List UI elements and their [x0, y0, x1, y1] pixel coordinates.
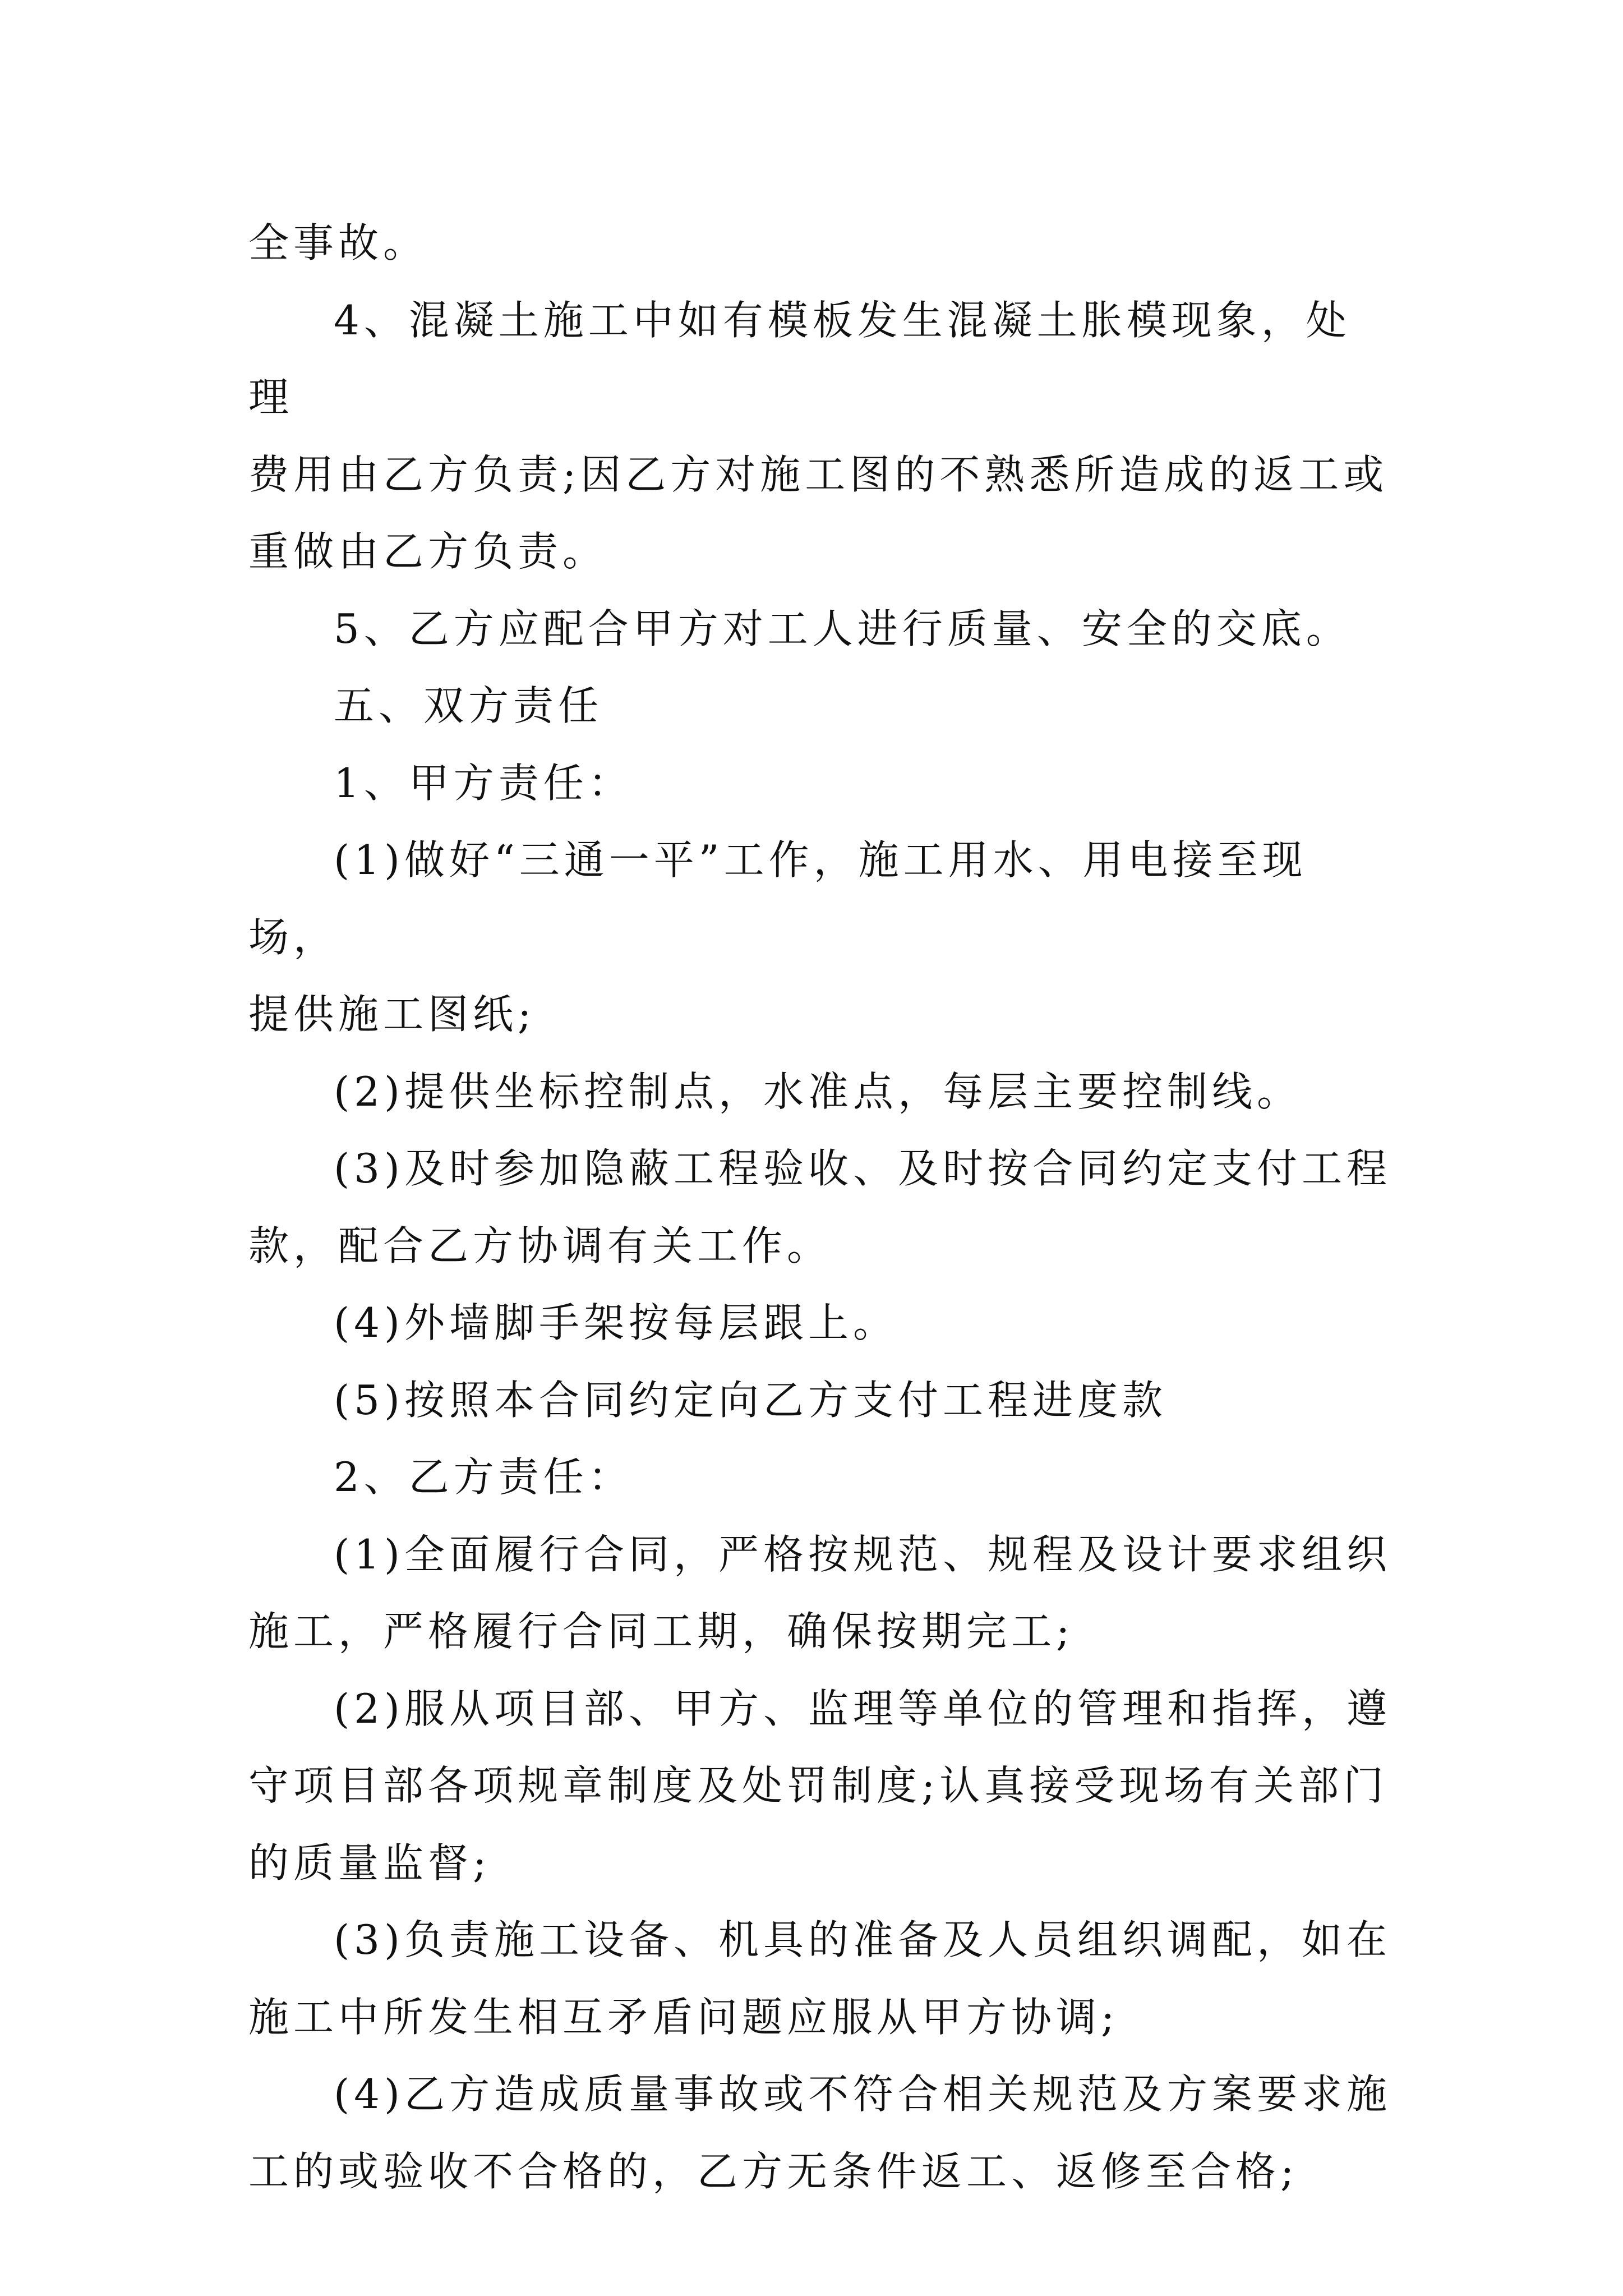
- text-line: 工的或验收不合格的，乙方无条件返工、返修至合格;: [248, 2147, 1299, 2195]
- text-line: 重做由乙方负责。: [248, 528, 608, 575]
- text-line: (1)做好“三通一平”工作，施工用水、用电接至现场，: [248, 836, 1307, 961]
- text-line: (2)提供坐标控制点，水准点，每层主要控制线。: [334, 1068, 1302, 1115]
- text-line: 4、混凝土施工中如有模板发生混凝土胀模现象，处理: [248, 296, 1351, 421]
- text-line: 的质量监督;: [248, 1839, 491, 1887]
- text-line: 施工，严格履行合同工期，确保按期完工;: [248, 1608, 1075, 1655]
- text-line: 款，配合乙方协调有关工作。: [248, 1222, 832, 1269]
- text-line: 5、乙方应配合甲方对工人进行质量、安全的交底。: [334, 605, 1351, 652]
- subsection-heading: 1、甲方责任：: [334, 759, 633, 807]
- document-body: [248, 205, 1393, 2210]
- text-line: 施工中所发生相互矛盾问题应服从甲方协调;: [248, 1993, 1119, 2041]
- text-line: 费用由乙方负责;因乙方对施工图的不熟悉所造成的返工或: [248, 450, 1389, 498]
- subsection-heading: 2、乙方责任：: [334, 1453, 633, 1501]
- text-line: (3)负责施工设备、机具的准备及人员组织调配，如在: [334, 1916, 1391, 1963]
- text-line: (4)乙方造成质量事故或不符合相关规范及方案要求施: [334, 2070, 1391, 2118]
- text-line: 提供施工图纸;: [248, 991, 536, 1038]
- text-line: 守项目部各项规章制度及处罚制度;认真接受现场有关部门: [248, 1762, 1389, 1809]
- text-line: (2)服从项目部、甲方、监理等单位的管理和指挥，遵: [334, 1685, 1391, 1732]
- section-heading: 五、双方责任: [334, 682, 603, 729]
- text-line: (1)全面履行合同，严格按规范、规程及设计要求组织: [334, 1530, 1391, 1578]
- text-line: (3)及时参加隐蔽工程验收、及时按合同约定支付工程: [334, 1145, 1391, 1192]
- text-line: (5)按照本合同约定向乙方支付工程进度款: [334, 1376, 1167, 1424]
- text-line: (4)外墙脚手架按每层跟上。: [334, 1299, 898, 1346]
- text-line: 全事故。: [248, 219, 428, 266]
